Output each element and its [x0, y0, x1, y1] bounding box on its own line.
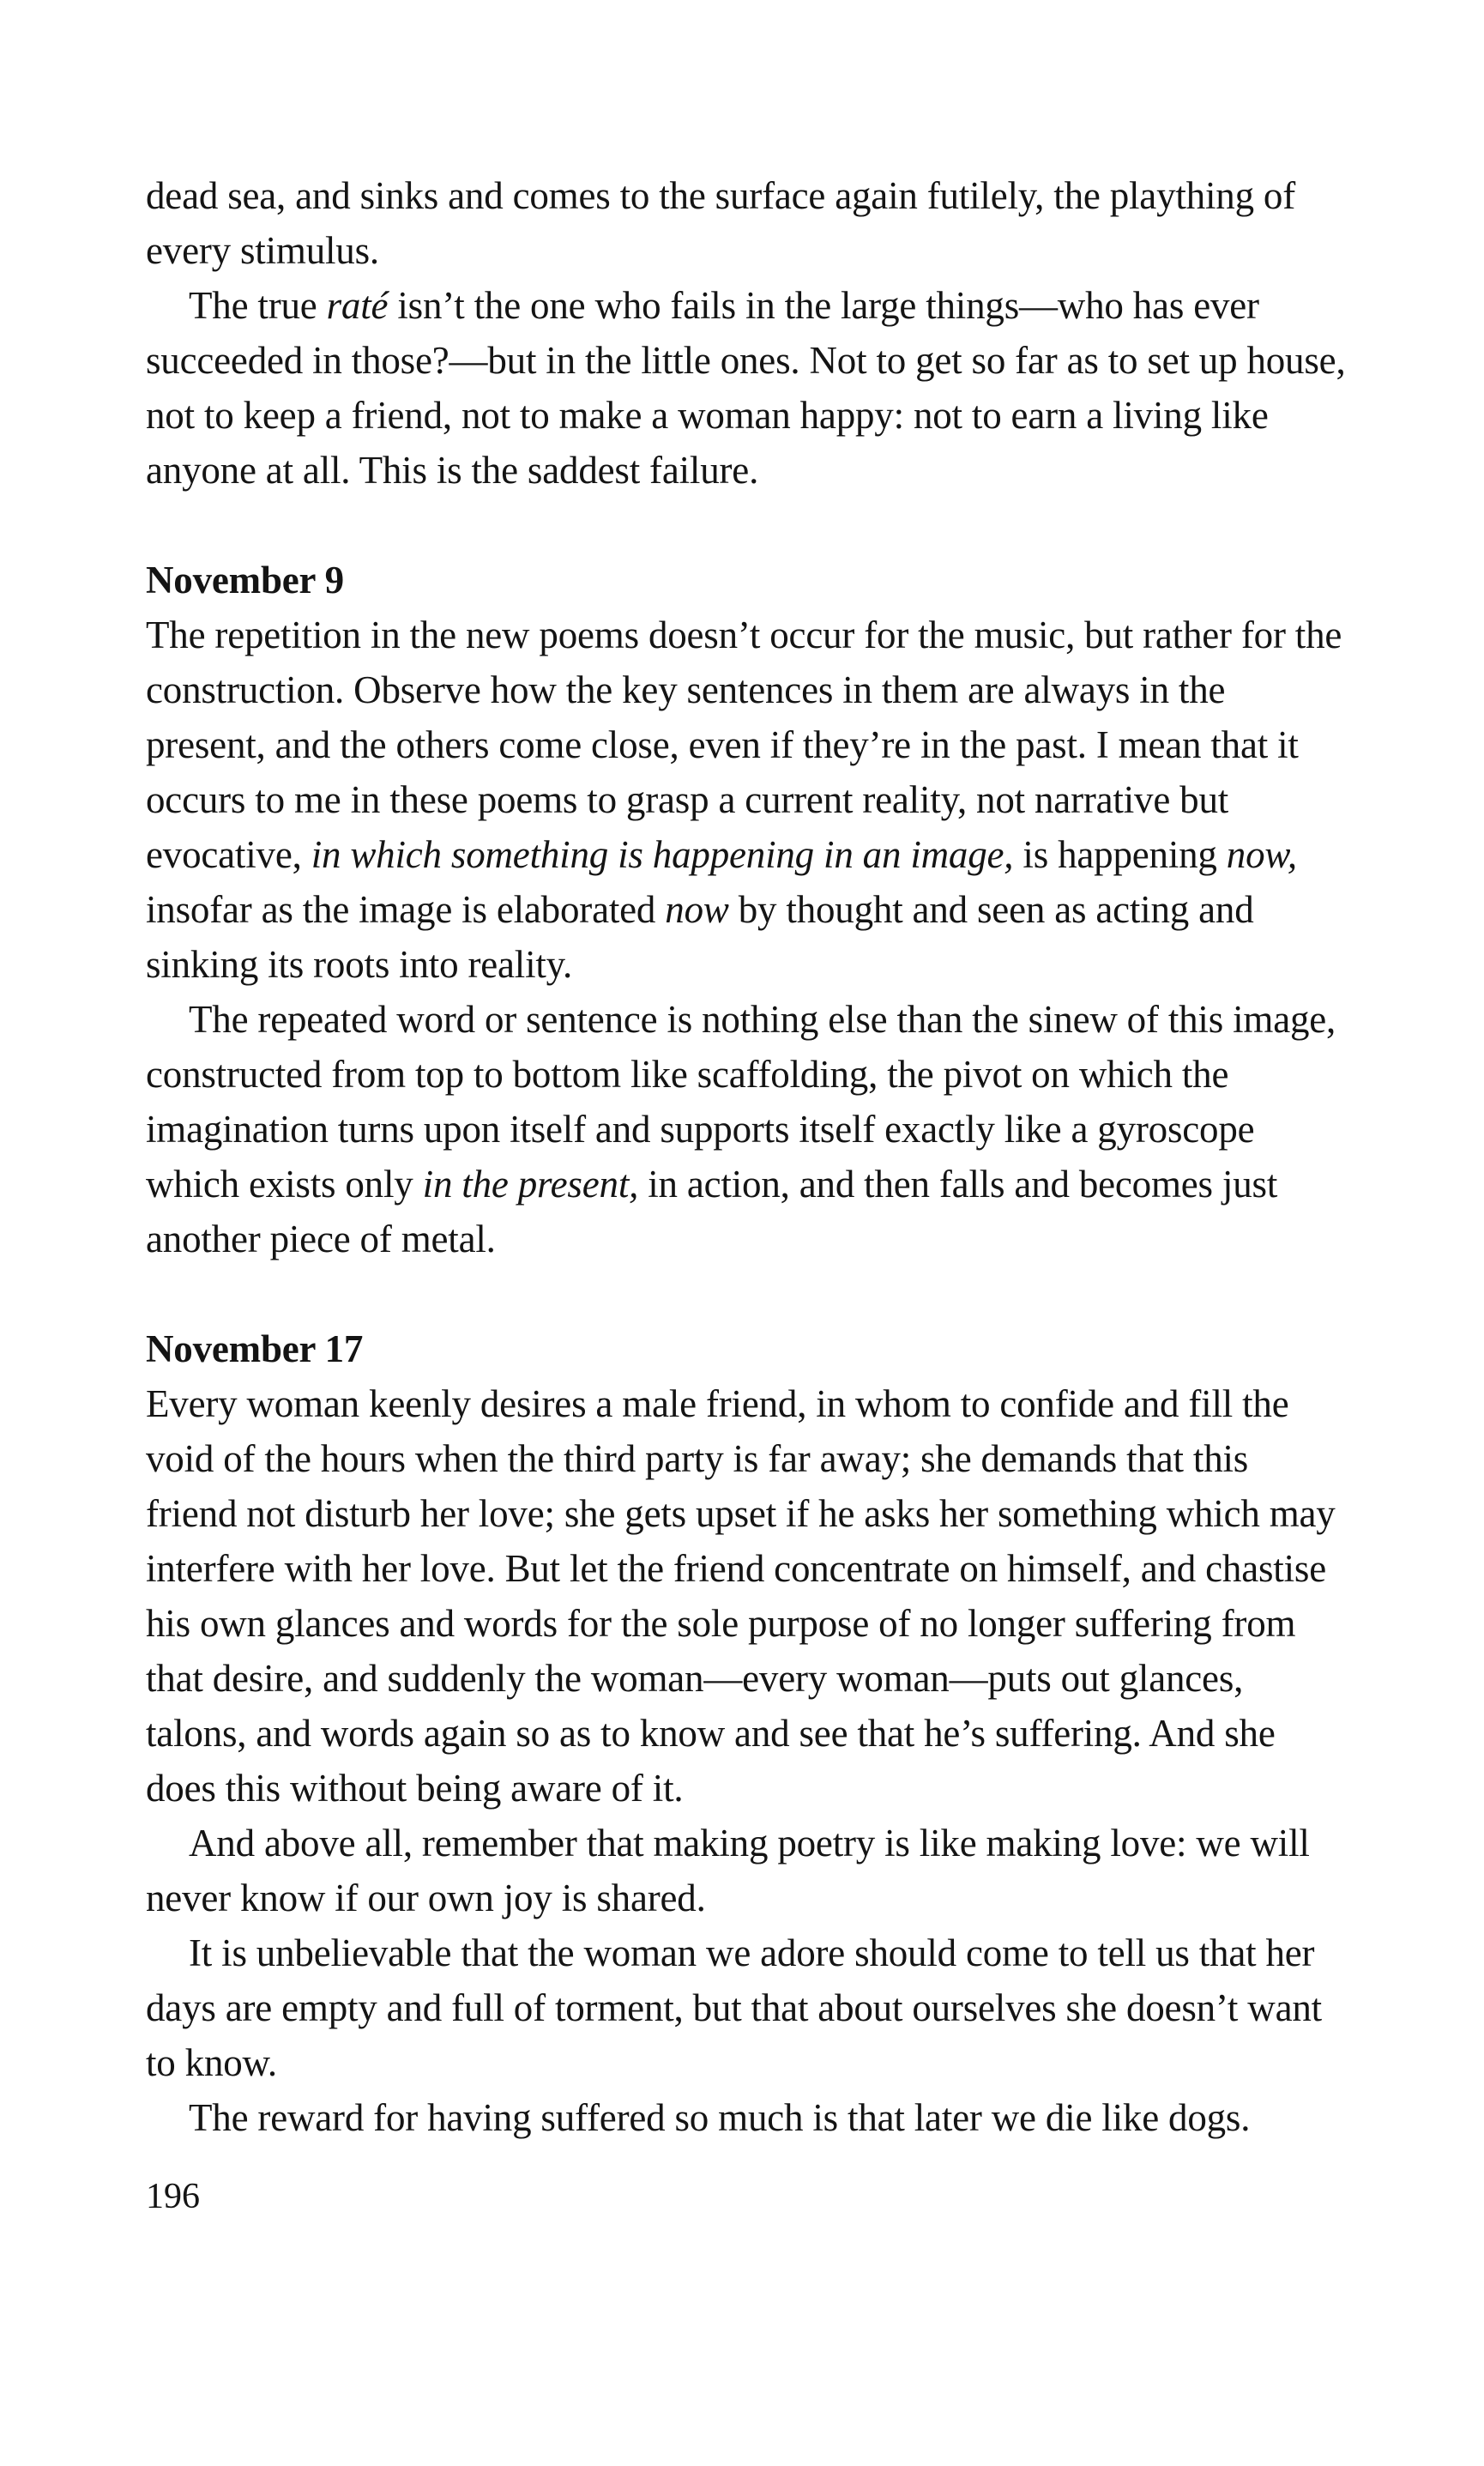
paragraph-poetry: And above all, remember that making poetry is like making love: we will never know if our own joy is shared.	[146, 1822, 1310, 1919]
text-run: The true	[189, 284, 327, 327]
paragraph-repetition	[146, 607, 1347, 992]
text-run: by thought and seen as acting and sinking its roots into reality.	[146, 888, 1254, 986]
italic-word-rate: raté	[326, 284, 389, 327]
paragraph-repeated-word	[146, 992, 1347, 1266]
paragraph-reward: The reward for having suffered so much is that later we die like dogs.	[189, 2096, 1251, 2139]
italic-word-now: now,	[1226, 833, 1297, 876]
text-run: The repetition in the new poems doesn’t occur for the music, but rather for the construction. Observe how the key sentences in them are always in the present, and the others come close, even if they’re in the past. I mean that it occurs to me in these poems to grasp a current reality, not narrative but evocative,	[146, 613, 1342, 876]
text-run: isn’t the one who fails in the large things—who has ever succeeded in those?—but in the little ones. Not to get so far as to set up house, not to keep a friend, not to make a woman happy: not to earn a living like anyone at all. This is the saddest failure.	[146, 284, 1346, 492]
text-run: in action, and then falls and becomes just another piece of metal.	[146, 1163, 1278, 1260]
italic-phrase: in which something is happening in an image,	[311, 833, 1014, 876]
paragraph-rate	[146, 278, 1347, 498]
text-run: is happening	[1013, 833, 1227, 876]
body-text	[146, 168, 1347, 2145]
section-gap	[146, 498, 1347, 553]
text-run: insofar as the image is elaborated	[146, 888, 666, 931]
page-number: 196	[146, 2177, 200, 2216]
text-run: The repeated word or sentence is nothing else than the sinew of this image, constructed from top to bottom like scaffolding, the pivot on which the imagination turns upon itself and supports itself exactly like a gyroscope which exists only	[146, 998, 1336, 1206]
paragraph-continued: dead sea, and sinks and comes to the surface again futilely, the plaything of every stimulus.	[146, 174, 1296, 272]
italic-phrase: in the present,	[422, 1163, 639, 1206]
entry-heading-november-17: November 17	[146, 1327, 364, 1370]
paragraph-unbelievable: It is unbelievable that the woman we adore should come to tell us that her days are empty and full of torment, but that about ourselves she doesn’t want to know.	[146, 1931, 1322, 2084]
section-gap	[146, 1266, 1347, 1321]
italic-word-now: now	[665, 888, 729, 931]
entry-heading-november-9: November 9	[146, 559, 344, 601]
paragraph-every-woman: Every woman keenly desires a male friend, in whom to confide and fill the void of the hours when the third party is far away; she demands that this friend not disturb her love; she gets upset if he asks her something which may interfere with her love. But let the friend concentrate on himself, and chastise his own glances and words for the sole purpose of no longer suffering from that desire, and suddenly the woman—every woman—puts out glances, talons, and words again so as to know and see that he’s suffering. And she does this without being aware of it.	[146, 1382, 1336, 1810]
